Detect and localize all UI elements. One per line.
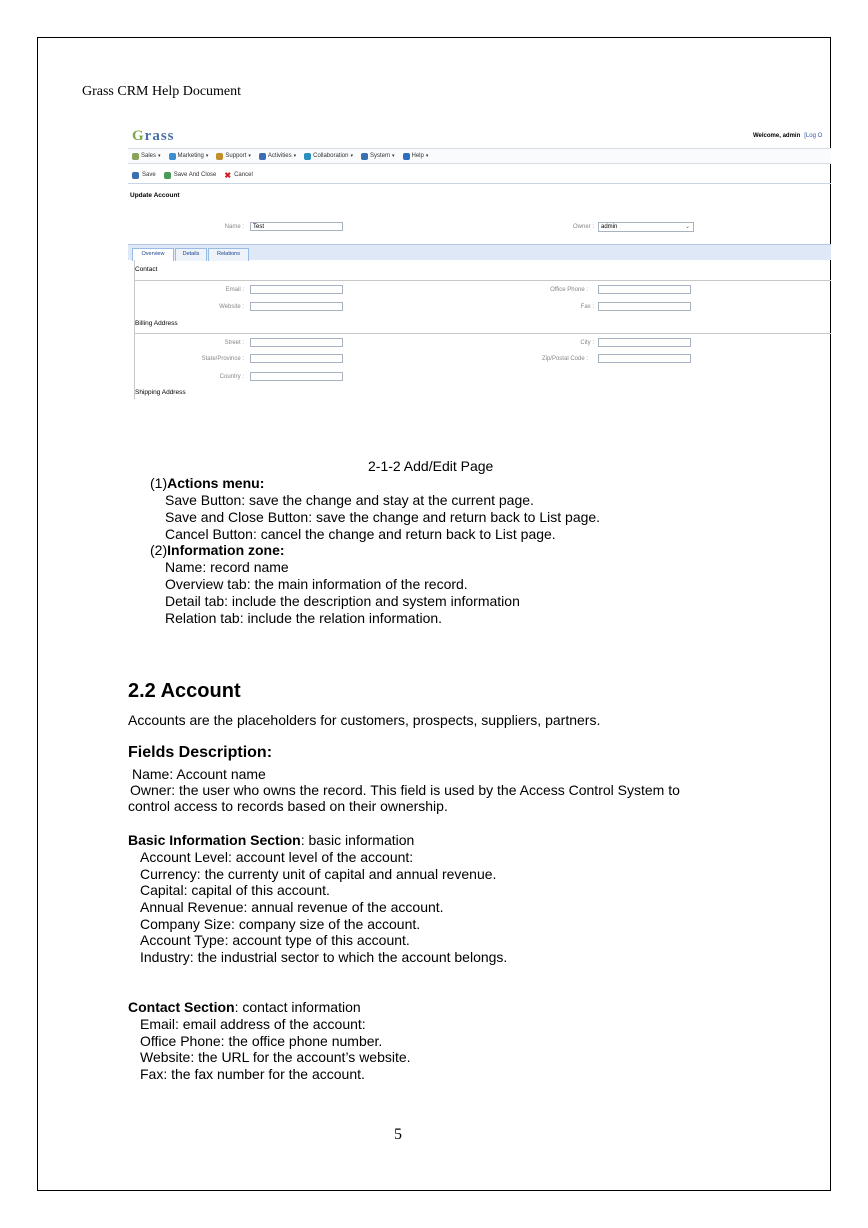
logout-link[interactable]: [Log O (804, 133, 823, 139)
menu-sales[interactable] (132, 153, 161, 160)
save-icon (132, 172, 139, 179)
state-field[interactable] (250, 354, 343, 363)
office-phone-field[interactable] (598, 285, 691, 294)
chevron-down-icon: ▾ (248, 153, 251, 159)
country-label: Country : (219, 374, 244, 380)
app-screenshot (128, 124, 831, 399)
section-divider (134, 333, 831, 334)
chevron-down-icon: ▾ (350, 153, 353, 159)
chevron-down-icon: ⌄ (684, 224, 690, 230)
toolbar-divider (128, 183, 831, 184)
menu-label: Help (411, 153, 424, 159)
list-item: Email: email address of the account: (140, 1016, 366, 1032)
zip-field[interactable] (598, 354, 691, 363)
zip-label: Zip/Postal Code : (541, 356, 588, 362)
chevron-down-icon: ▾ (293, 153, 297, 159)
sales-icon (132, 153, 139, 160)
system-icon (361, 153, 368, 160)
field-desc: Owner: the user who owns the record. This field is used by the Access Control System to (130, 782, 680, 798)
name-input[interactable]: Test (250, 222, 343, 231)
owner-select[interactable]: admin ⌄ (598, 222, 694, 232)
save-and-close-button[interactable]: Save And Close (164, 172, 217, 179)
cancel-button[interactable]: ✖ Cancel (224, 170, 253, 180)
owner-label: Owner : (572, 224, 594, 230)
welcome-text: Welcome, admin [Log O (753, 133, 823, 139)
grass-logo: Grass (132, 128, 175, 144)
menu-collaboration[interactable] (304, 153, 353, 160)
section-divider (134, 280, 831, 281)
street-label: Street : (224, 340, 244, 346)
activities-icon (259, 153, 266, 160)
cancel-icon: ✖ (224, 170, 232, 180)
help-icon (403, 153, 410, 160)
list-item: Website: the URL for the account’s website. (140, 1049, 411, 1065)
list-item: Fax: the fax number for the account. (140, 1066, 365, 1082)
collaboration-icon (304, 153, 311, 160)
chevron-down-icon: ▾ (425, 153, 429, 159)
menu-label: Sales (141, 153, 157, 159)
list-item: Detail tab: include the description and system information (165, 593, 520, 609)
tab-overview[interactable]: Overview (132, 248, 174, 261)
chevron-down-icon: ▾ (205, 153, 209, 159)
website-field[interactable] (250, 302, 343, 311)
list-item: Account Level: account level of the account: (140, 849, 414, 865)
basic-section-heading: Basic Information Section: basic information (128, 832, 415, 848)
document-header: Grass CRM Help Document (82, 84, 242, 99)
section-shipping-address: Shipping Address (135, 389, 186, 396)
chevron-down-icon: ▾ (392, 153, 395, 159)
menu-label: Collaboration (313, 153, 349, 159)
save-close-icon (164, 172, 171, 179)
list-item: Annual Revenue: annual revenue of the account. (140, 899, 444, 915)
tab-relations[interactable]: Relations (208, 248, 249, 261)
list-item: Account Type: account type of this account. (140, 932, 410, 948)
tab-bar (128, 244, 831, 260)
email-label: Email : (225, 287, 244, 293)
country-field[interactable] (250, 372, 343, 381)
page-number: 5 (394, 1126, 402, 1143)
menu-marketing[interactable] (169, 153, 209, 160)
list-item: Company Size: company size of the account. (140, 916, 421, 932)
tab-details[interactable]: Details (175, 248, 207, 261)
office-phone-label: Office Phone : (550, 287, 588, 293)
fax-label: Fax : (580, 304, 594, 310)
account-intro: Accounts are the placeholders for customers, prospects, suppliers, partners. (128, 712, 601, 728)
menu-support[interactable] (216, 153, 251, 160)
fields-heading: Fields Description: (128, 744, 273, 761)
menu-label: Activities (267, 153, 292, 159)
email-field[interactable] (250, 285, 343, 294)
menu-label: Support (225, 153, 247, 159)
website-label: Website : (219, 304, 244, 310)
form-title: Update Account (130, 192, 180, 199)
fax-field[interactable] (598, 302, 691, 311)
main-menu (128, 148, 831, 164)
list-item: Save Button: save the change and stay at the current page. (165, 492, 534, 508)
menu-system[interactable] (361, 153, 395, 160)
chevron-down-icon: ▾ (158, 153, 161, 159)
field-desc: control access to records based on their ownership. (128, 798, 448, 814)
city-field[interactable] (598, 338, 691, 347)
section-contact: Contact (135, 266, 158, 273)
list-item: Relation tab: include the relation information. (165, 610, 443, 626)
list-item: Capital: capital of this account. (140, 882, 330, 898)
field-desc: Name: Account name (132, 766, 266, 782)
menu-label: Marketing (177, 153, 204, 159)
marketing-icon (169, 153, 176, 160)
support-icon (216, 153, 223, 160)
contact-section-heading: Contact Section: contact information (128, 999, 361, 1015)
menu-activities[interactable] (259, 153, 296, 160)
list-item: Office Phone: the office phone number. (140, 1033, 383, 1049)
section-heading: 2.2 Account (128, 680, 241, 702)
list-item: Name: record name (165, 559, 289, 575)
state-label: State/Province : (201, 356, 244, 362)
name-label: Name : (224, 224, 244, 230)
list-item: Cancel Button: cancel the change and return back to List page. (165, 526, 556, 542)
action-toolbar (128, 168, 253, 182)
section-billing-address: Billing Address (135, 320, 178, 327)
list-item: Industry: the industrial sector to which the account belongs. (140, 949, 508, 965)
actions-heading: (1)Actions menu: (150, 475, 265, 491)
list-item: Save and Close Button: save the change and return back to List page. (165, 509, 601, 525)
menu-help[interactable] (403, 153, 429, 160)
street-field[interactable] (250, 338, 343, 347)
figure-caption: 2-1-2 Add/Edit Page (368, 458, 494, 474)
city-label: City : (580, 340, 594, 346)
list-item: Currency: the currenty unit of capital and annual revenue. (140, 866, 497, 882)
list-item: Overview tab: the main information of the record. (165, 576, 468, 592)
save-button[interactable]: Save (132, 172, 156, 179)
menu-label: System (369, 153, 390, 159)
info-heading: (2)Information zone: (150, 542, 285, 558)
